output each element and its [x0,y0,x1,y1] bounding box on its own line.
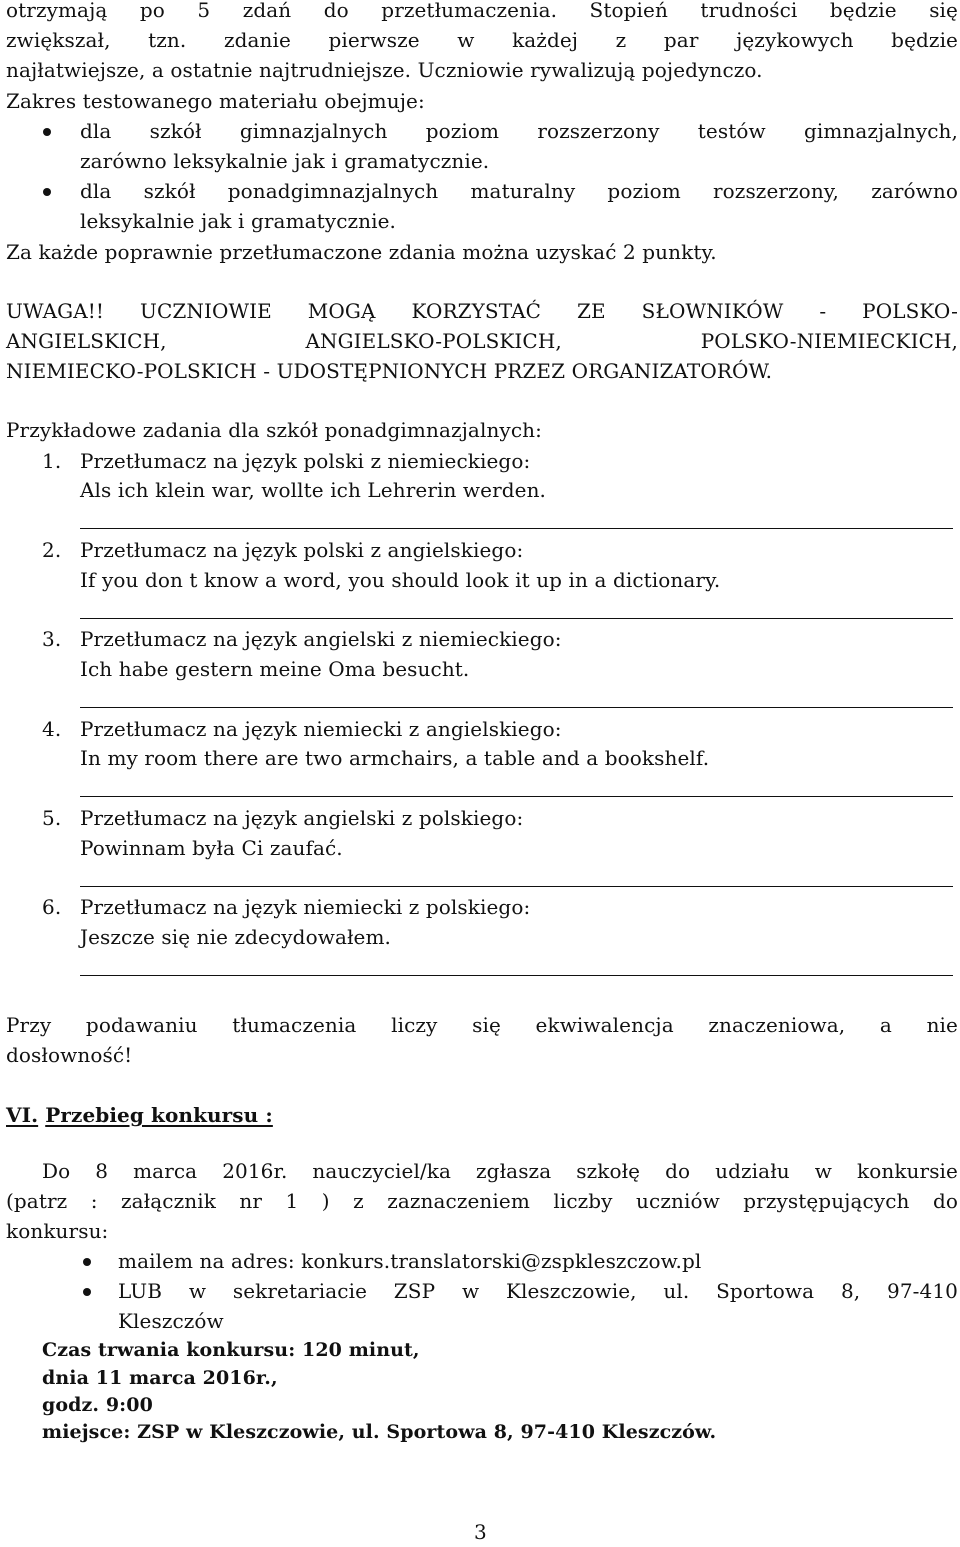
contact-bullet-office-line-1: LUB w sekretariacie ZSP w Kleszczowie, ul. Sportowa 8, 97-410 [118,1279,958,1303]
bullet-icon [43,128,51,136]
task-sentence: Als ich klein war, wollte ich Lehrerin werden. [80,478,547,502]
warning-line-2: ANGIELSKICH, ANGIELSKO-POLSKICH, POLSKO-NIEMIECKICH, [6,329,958,353]
task-instruction: Przetłumacz na język niemiecki z angielskiego: [80,717,562,741]
contact-bullet-email: mailem na adres: konkurs.translatorski@zspkleszczow.pl [118,1249,702,1273]
warning-line-3: NIEMIECKO-POLSKICH - UDOSTĘPNIONYCH PRZEZ ORGANIZATORÓW. [6,359,773,383]
registration-line-1: Do 8 marca 2016r. nauczyciel/ka zgłasza szkołę do udziału w konkursie [42,1159,958,1183]
task-instruction: Przetłumacz na język angielski z polskiego: [80,806,524,830]
intro-line-3: najłatwiejsze, a ostatnie najtrudniejsze. Uczniowie rywalizują pojedynczo. [6,58,763,82]
scope-bullet-1-line-1: dla szkół gimnazjalnych poziom rozszerzony testów gimnazjalnych, [80,119,958,143]
registration-line-2: (patrz : załącznik nr 1 ) z zaznaczeniem liczby uczniów przystępujących do [6,1189,958,1213]
task-number: 5. [42,806,62,830]
bullet-icon [83,1258,91,1266]
intro-line-2: zwiększał, tzn. zdanie pierwsze w każdej z par językowych będzie [6,28,958,52]
task-sentence: Powinnam była Ci zaufać. [80,836,343,860]
answer-line [80,618,953,619]
points-line: Za każde poprawnie przetłumaczone zdania można uzyskać 2 punkty. [6,240,717,264]
details-date: dnia 11 marca 2016r., [42,1367,278,1389]
bullet-icon [43,188,51,196]
task-instruction: Przetłumacz na język angielski z niemieckiego: [80,627,562,651]
answer-line [80,528,953,529]
task-number: 1. [42,449,62,473]
registration-line-3: konkursu: [6,1219,109,1243]
intro-line-1: otrzymają po 5 zdań do przetłumaczenia. Stopień trudności będzie się [6,0,958,22]
answer-line [80,707,953,708]
details-duration: Czas trwania konkursu: 120 minut, [42,1339,420,1361]
section-title: Przebieg konkursu : [45,1103,273,1127]
details-place: miejsce: ZSP w Kleszczowie, ul. Sportowa 8, 97-410 Kleszczów. [42,1421,717,1443]
task-number: 4. [42,717,62,741]
task-instruction: Przetłumacz na język polski z niemieckiego: [80,449,531,473]
task-number: 2. [42,538,62,562]
section-heading [6,1100,273,1130]
task-sentence: Ich habe gestern meine Oma besucht. [80,657,470,681]
answer-line [80,975,953,976]
task-sentence: In my room there are two armchairs, a table and a bookshelf. [80,746,710,770]
bullet-icon [83,1288,91,1296]
task-instruction: Przetłumacz na język polski z angielskiego: [80,538,524,562]
warning-line-1: UWAGA!! UCZNIOWIE MOGĄ KORZYSTAĆ ZE SŁOWNIKÓW - POLSKO- [6,299,958,323]
intro-line-4: Zakres testowanego materiału obejmuje: [6,89,425,113]
section-number: VI. [6,1103,39,1127]
examples-heading: Przykładowe zadania dla szkół ponadgimnazjalnych: [6,418,542,442]
task-sentence: If you don t know a word, you should look it up in a dictionary. [80,568,721,592]
contact-bullet-office-line-2: Kleszczów [118,1309,224,1333]
details-time: godz. 9:00 [42,1394,153,1416]
task-instruction: Przetłumacz na język niemiecki z polskiego: [80,895,531,919]
equivalence-line-1: Przy podawaniu tłumaczenia liczy się ekwiwalencja znaczeniowa, a nie [6,1013,958,1037]
scope-bullet-1-line-2: zarówno leksykalnie jak i gramatycznie. [80,149,490,173]
answer-line [80,796,953,797]
scope-bullet-2-line-1: dla szkół ponadgimnazjalnych maturalny poziom rozszerzony, zarówno [80,179,958,203]
equivalence-line-2: dosłowność! [6,1043,133,1067]
page-number: 3 [474,1520,487,1544]
answer-line [80,886,953,887]
task-number: 6. [42,895,62,919]
task-sentence: Jeszcze się nie zdecydowałem. [80,925,392,949]
task-number: 3. [42,627,62,651]
scope-bullet-2-line-2: leksykalnie jak i gramatycznie. [80,209,397,233]
